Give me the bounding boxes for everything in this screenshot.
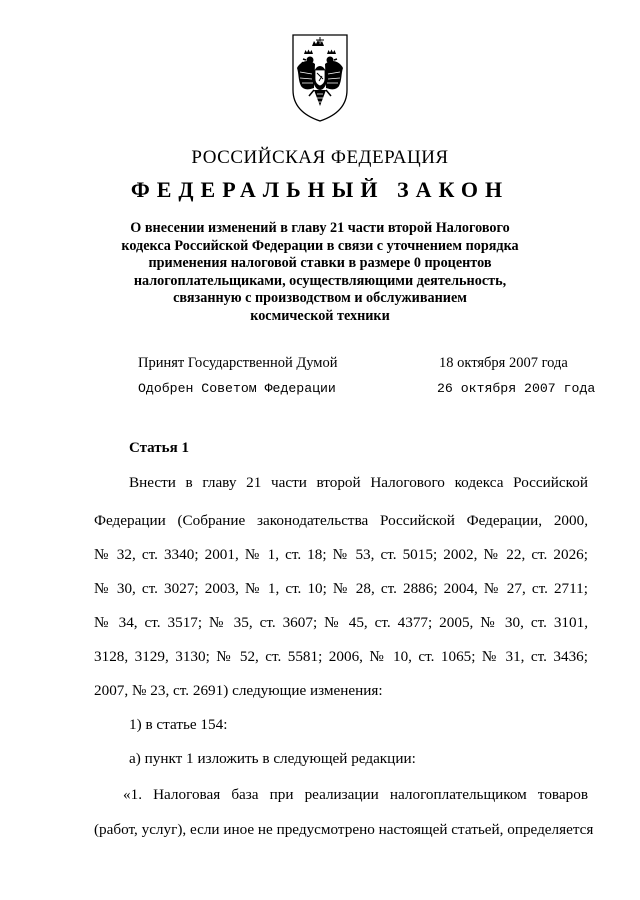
duma-adoption-date: 18 октября 2007 года [439, 355, 568, 371]
article-text-line: Федерации (Собрание законодательства Российской Федерации, 2000, [94, 512, 588, 529]
article-text-line: 3128, 3129, 3130; № 52, ст. 5581; 2006, № 10, ст. 1065; № 31, ст. 3436; [94, 648, 588, 665]
council-approval-date: 26 октября 2007 года [437, 381, 596, 396]
duma-adoption-label: Принят Государственной Думой [138, 355, 338, 371]
law-title-line: налогоплательщиками, осуществляющими деятельность, [133, 272, 507, 289]
country-name: РОССИЙСКАЯ ФЕДЕРАЦИЯ [191, 147, 449, 168]
article-text-line: а) пункт 1 изложить в следующей редакции: [129, 750, 416, 767]
law-title [112, 220, 528, 326]
article-text-line: № 34, ст. 3517; № 35, ст. 3607; № 45, ст. 4377; 2005, № 30, ст. 3101, [94, 614, 588, 631]
law-title-line: связанную с производством и обслуживанием [173, 290, 467, 307]
coat-of-arms-emblem [290, 32, 350, 124]
law-type-heading: ФЕДЕРАЛЬНЫЙ ЗАКОН [130, 177, 510, 202]
law-title-line: применения налоговой ставки в размере 0 процентов [148, 255, 492, 272]
article-text-line: 2007, № 23, ст. 2691) следующие изменения: [94, 682, 383, 699]
article-text-line: 1) в статье 154: [129, 716, 228, 733]
law-title-line: кодекса Российской Федерации в связи с уточнением порядка [121, 237, 519, 254]
article-text-line: «1. Налоговая база при реализации налогоплательщиком товаров [123, 786, 588, 803]
law-title-line: О внесении изменений в главу 21 части второй Налогового [130, 220, 510, 236]
article-text-line: Внести в главу 21 части второй Налогового кодекса Российской [129, 474, 588, 491]
article-text-line: (работ, услуг), если иное не предусмотрено настоящей статьей, определяется [94, 821, 594, 838]
council-approval-label: Одобрен Советом Федерации [138, 381, 336, 396]
article-heading: Статья 1 [129, 440, 189, 456]
article-text-line: № 32, ст. 3340; 2001, № 1, ст. 18; № 53, ст. 5015; 2002, № 22, ст. 2026; [94, 546, 588, 563]
article-text-line: № 30, ст. 3027; 2003, № 1, ст. 10; № 28, ст. 2886; 2004, № 27, ст. 2711; [94, 580, 588, 597]
law-title-line: космической техники [250, 307, 390, 324]
